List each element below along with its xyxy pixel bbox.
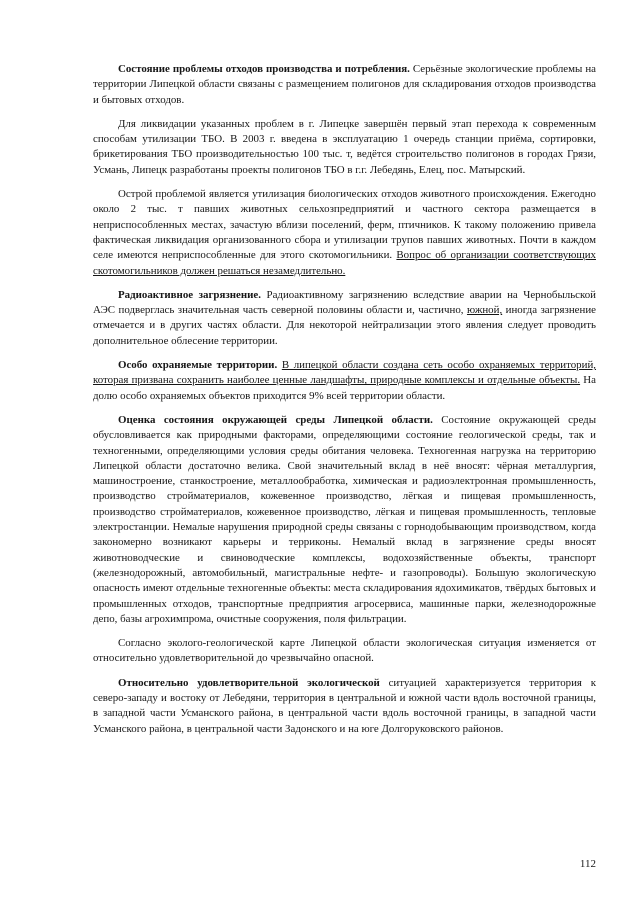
- underlined-text: южной,: [466, 304, 503, 317]
- heading-satisfactory-situation: Относительно удовлетворительной экологической: [118, 676, 380, 689]
- paragraph-text: На долю особо охраняемых объектов приходится 9% всей территории области.: [93, 374, 596, 402]
- paragraph-text: Острой проблемой является утилизация биологических отходов животного происхождения. Ежегодно около 2 тыс. т павших животных сельхозпредприятий и частного сектора размещается в неприспособленных местах, зачастую вблизи поселений, ферм, птичников. К такому положению привела фактическая ликвидация организованного сбора и утилизации трупов павших животных. Почти в каждом селе имеются неприспособленные для этого скотомогильники.: [93, 188, 596, 262]
- paragraph-text: Состояние окружающей среды обусловливается как природными факторами, определяющими состояние геологической среды, так и техногенными, определяющими условия среды обитания человека. Техногенная нагрузка на территорию Липецкой области достаточно велика. Свой значительный вклад в неё вносят: чёрная металлургия, машиностроение, станкостроение, металлообработка, химическая и радиоэлектронная промышленность, производство стройматериалов, кожевенное производство, лёгкая и пищевая промышленность, производство стройматериалов, кожевенное производство, лёгкая и пищевая промышленность, тепловые электростанции. Немалые нарушения природной среды связаны с горнодобывающим производством, когда закономерно возникают карьеры и терриконы. Немалый вклад в загрязнение среды вносят животноводческие и свиноводческие комплексы, водохозяйственные объекты, транспорт (железнодорожный, автомобильный, магистральные нефте- и газопроводы). Большую экологическую опасность имеют отдельные техногенные объекты: места складирования ядохимикатов, твёрдых бытовых и промышленных отходов, транспортные предприятия агросервиса, машинные парки, железнодорожные депо, базы агрохимпрома, очистные сооружения, поля фильтрации.: [93, 413, 597, 625]
- paragraph-tbo-utilization: [93, 117, 596, 178]
- paragraph-text: иногда загрязнение отмечается и в других частях области. Для некоторой нейтрализации этого явления следует проводить дополнительное облесение территории.: [93, 304, 597, 347]
- paragraph-text: ситуацией характеризуется территория к северо-западу и востоку от Лебедяни, территория в центральной и южной части вдоль восточной границы, в западной части Усманского района, в центральной части вдоль восточной границы, в западной части Усманского района, в центральной части Задонского и на юге Долгоруковского районов.: [93, 676, 596, 735]
- underlined-text: В липецкой области создана сеть особо охраняемых территорий, которая призвана сохранить наиболее ценные ландшафты, природные комплексы и отдельные объекты.: [93, 359, 597, 387]
- page-number: 112: [579, 858, 596, 870]
- heading-protected-areas: Особо охраняемые территории.: [118, 359, 278, 372]
- underlined-text: Вопрос об организации соответствующих скотомогильников должен решаться незамедлительно.: [93, 249, 596, 277]
- heading-waste-problem: Состояние проблемы отходов производства и потребления.: [118, 63, 410, 75]
- paragraph-protected-areas: [93, 358, 596, 404]
- heading-radioactive: Радиоактивное загрязнение.: [118, 288, 261, 301]
- heading-environment-assessment: Оценка состояния окружающей среды Липецкой области.: [118, 413, 433, 426]
- paragraph-environment-assessment: [93, 413, 596, 627]
- paragraph-geo-map: [93, 636, 596, 667]
- paragraph-text: Согласно эколого-геологической карте Липецкой области экологическая ситуация изменяется от относительно удовлетворительной до чрезвычайно опасной.: [93, 637, 596, 665]
- paragraph-text: Для ликвидации указанных проблем в г. Липецке завершён первый этап перехода к современным способам утилизации ТБО. В 2003 г. введена в эксплуатацию 1 очередь станции приёма, сортировки, брикетирования ТБО производительностью 100 тыс. т, ведётся строительство полигонов в городах Грязи, Усмань, Липецк разработаны проекты полигонов ТБО в г.г. Лебедянь, Елец, пос. Матырский.: [93, 117, 596, 176]
- document-body: [93, 62, 596, 746]
- paragraph-radioactive: [93, 288, 596, 349]
- paragraph-biological-waste: [93, 187, 596, 279]
- paragraph-text: Серьёзные экологические проблемы на территории Липецкой области связаны с размещением полигонов для складирования отходов производства и бытовых отходов.: [93, 63, 596, 106]
- paragraph-satisfactory-situation: [93, 676, 596, 737]
- paragraph-waste-problem: [93, 62, 596, 108]
- paragraph-text: Радиоактивному загрязнению вследствие аварии на Чернобыльской АЭС подверглась значительная часть северной половины области и, частично,: [93, 288, 597, 317]
